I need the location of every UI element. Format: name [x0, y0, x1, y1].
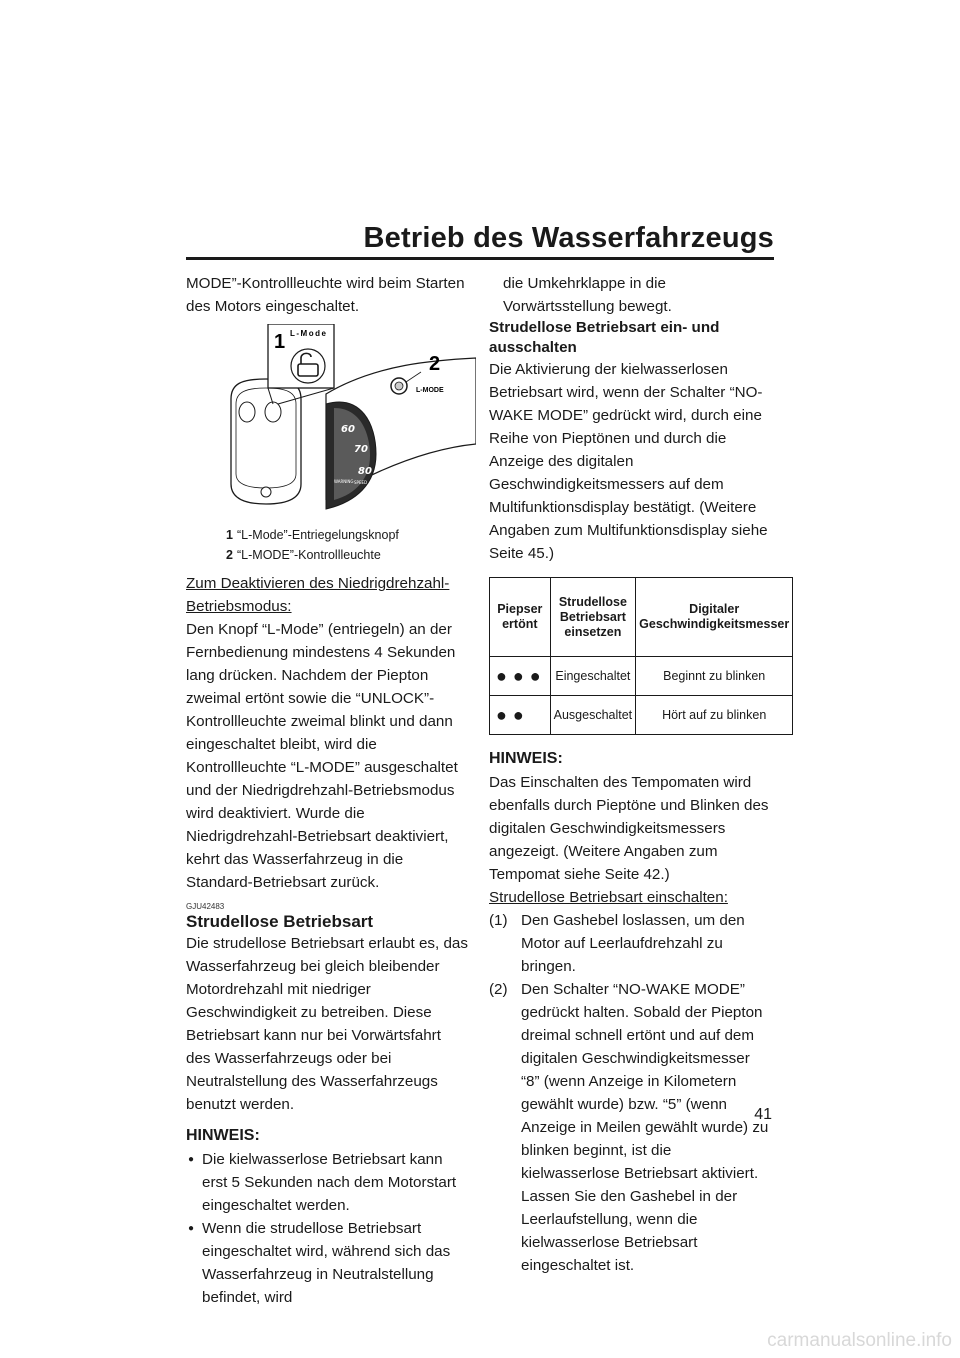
gauge-mark-80: 80: [358, 466, 372, 477]
section-title: Strudellose Betriebsart: [186, 912, 374, 931]
note-list: [186, 1148, 469, 1309]
engage-steps: [489, 909, 772, 1277]
watermark: carmanualsonline.info: [767, 1330, 952, 1351]
list-item: ● Wenn die strudellose Betriebsart eingeschaltet wird, während sich das Wasserfahrzeug in Neutralstellung befindet, wird: [186, 1217, 469, 1309]
onoff-heading: Strudellose Betriebsart ein- und ausschalten: [489, 319, 720, 356]
page-title: Betrieb des Wasserfahrzeugs: [363, 222, 774, 254]
beep-dots: ●●●: [490, 657, 551, 696]
gauge-warning-text: WARNING: [334, 479, 354, 484]
table-cell: Eingeschaltet: [550, 657, 636, 696]
table-cell: Hört auf zu blinken: [636, 696, 793, 735]
table-row: [490, 657, 793, 696]
gauge-speed-text: SPEED: [354, 480, 368, 485]
header-rule: [186, 257, 774, 260]
table-header: Strudellose Betriebsart einsetzen: [550, 578, 636, 657]
table-cell: Ausgeschaltet: [550, 696, 636, 735]
figure-caption-1: 1 “L-Mode”-Entriegelungsknopf: [226, 528, 399, 542]
deactivate-heading: Zum Deaktivieren des Niedrigdrehzahl-Betriebsmodus:: [186, 575, 450, 615]
step-text: Den Gashebel loslassen, um den Motor auf Leerlaufdrehzahl zu bringen.: [521, 912, 745, 975]
gauge-mark-70: 70: [354, 444, 368, 455]
figure-caption-2: 2 “L-MODE”-Kontrollleuchte: [226, 548, 381, 562]
beep-table: [489, 577, 793, 735]
intro-text: MODE”-Kontrollleuchte wird beim Starten des Motors eingeschaltet.: [186, 275, 465, 315]
list-item: ● Die kielwasserlose Betriebsart kann erst 5 Sekunden nach dem Motorstart eingeschaltet werden.: [186, 1148, 469, 1217]
section-text: Die strudellose Betriebsart erlaubt es, das Wasserfahrzeug bei gleich bleibender Motordrehzahl mit niedriger Geschwindigkeit zu betreiben. Diese Betriebsart kann nur bei Vorwärtsfahrt des Wasserfahrzeugs oder bei Neutralstellung des Wasserfahrzeugs benutzt werden.: [186, 935, 468, 1113]
table-cell: Beginnt zu blinken: [636, 657, 793, 696]
callout-1: 1: [274, 331, 286, 353]
beep-dots: ●●: [490, 696, 551, 735]
list-item: [489, 909, 772, 978]
step-text: Den Schalter “NO-WAKE MODE” gedrückt halten. Sobald der Piepton dreimal schnell ertönt und auf dem digitalen Geschwindigkeitsmesser “8” (wenn Anzeige in Kilometern gewählt wurde) bzw. “5” (wenn Anzeige in Meilen gewählt wurde) zu blinken beginnt, ist die kielwasserlose Betriebsart aktiviert. Lassen Sie den Gashebel in der Leerlaufstellung, wenn die kielwasserlose Betriebsart eingeschaltet ist.: [521, 981, 769, 1274]
note-text: Das Einschalten des Tempomaten wird ebenfalls durch Pieptöne und Blinken des digitalen Geschwindigkeitsmessers angezeigt. (Weitere Angaben zum Tempomat siehe Seite 42.): [489, 774, 769, 883]
continuation-text: die Umkehrklappe in die Vorwärtsstellung bewegt.: [503, 275, 672, 315]
unlock-icon: [298, 364, 318, 376]
remote-dashboard-illustration: [226, 324, 476, 524]
step-number: (2): [489, 981, 508, 998]
deactivate-text: Den Knopf “L-Mode” (entriegeln) an der Fernbedienung mindestens 4 Sekunden lang drücken. Nachdem der Piepton zweimal ertönt sowie die “UNLOCK”-Kontrollleuchte zweimal blinkt und dann eingeschaltet bleibt, wird die Kontrollleuchte “L-MODE” ausgeschaltet und der Niedrigdrehzahl-Betriebsmodus wird deaktiviert. Wurde die Niedrigdrehzahl-Betriebsart deaktiviert, kehrt das Wasserfahrzeug in die Standard-Betriebsart zurück.: [186, 621, 458, 891]
l-mode-unlock-button: [265, 402, 281, 422]
section-code: GJU42483: [186, 902, 225, 911]
onoff-text: Die Aktivierung der kielwasserlosen Betriebsart wird, wenn der Schalter “NO-WAKE MODE” gedrückt wird, durch eine Reihe von Pieptönen und durch die Anzeige des digitalen Geschwindigkeitsmessers auf dem Multifunktionsdisplay bestätigt. (Weitere Angaben zum Multifunktionsdisplay siehe Seite 45.): [489, 361, 768, 562]
l-mode-indicator-label: L-MODE: [416, 387, 444, 394]
l-mode-button-label: L-Mode: [290, 329, 328, 338]
gauge-mark-60: 60: [341, 424, 355, 435]
page-number: 41: [754, 1106, 772, 1123]
step-number: (1): [489, 912, 508, 929]
table-row: [490, 696, 793, 735]
table-header-row: [490, 578, 793, 657]
l-mode-figure: [226, 324, 476, 524]
engage-heading: Strudellose Betriebsart einschalten:: [489, 889, 728, 906]
note-heading: HINWEIS:: [489, 750, 563, 767]
note-heading: HINWEIS:: [186, 1127, 260, 1144]
left-column: [186, 272, 469, 1309]
table-header: Piepser ertönt: [490, 578, 551, 657]
list-item: [489, 978, 772, 1277]
remote-control: [231, 379, 301, 504]
table-header: Digitaler Geschwindigkeitsmesser: [636, 578, 793, 657]
callout-2: 2: [429, 353, 441, 375]
right-column: [489, 272, 790, 1277]
